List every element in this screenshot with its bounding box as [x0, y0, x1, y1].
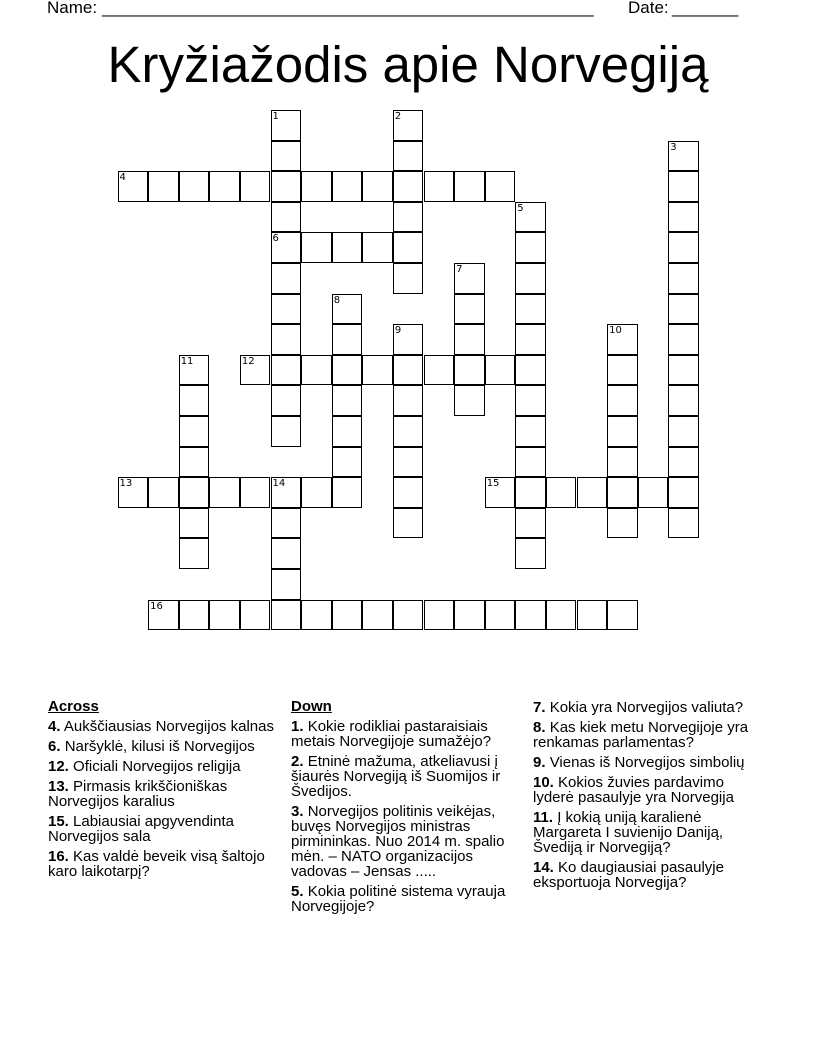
grid-cell[interactable] [607, 416, 638, 447]
grid-cell[interactable] [668, 385, 699, 416]
clue-num: 5. [291, 883, 304, 900]
clue-num: 9. [533, 754, 546, 771]
grid-cell[interactable] [271, 508, 302, 539]
clue-item [533, 775, 768, 805]
grid-cell[interactable] [332, 171, 363, 202]
grid-cell[interactable] [271, 294, 302, 325]
grid-cell[interactable] [515, 508, 546, 539]
grid-cell[interactable] [332, 232, 363, 263]
grid-cell[interactable] [607, 355, 638, 386]
grid-cell[interactable] [668, 508, 699, 539]
grid-cell[interactable] [271, 171, 302, 202]
grid-cell[interactable] [607, 508, 638, 539]
grid-cell[interactable] [148, 477, 179, 508]
grid-cell[interactable] [668, 416, 699, 447]
name-label: Name: [47, 0, 98, 17]
clue-text: Aukščiausias Norvegijos kalnas [63, 718, 274, 735]
grid-cell[interactable] [638, 477, 669, 508]
down-heading: Down [291, 698, 332, 715]
grid-cell[interactable] [577, 477, 608, 508]
grid-cell[interactable] [515, 324, 546, 355]
grid-cell[interactable] [485, 355, 516, 386]
puzzle-title: Kryžiažodis apie Norvegiją [107, 36, 709, 93]
clue-num: 3. [291, 803, 304, 820]
grid-cell[interactable] [424, 600, 455, 631]
grid-cell[interactable] [515, 385, 546, 416]
clue-item [291, 884, 527, 914]
grid-cell[interactable] [362, 232, 393, 263]
grid-cell[interactable] [209, 171, 240, 202]
grid-cell[interactable] [546, 477, 577, 508]
grid-cell[interactable] [668, 324, 699, 355]
grid-cell[interactable] [454, 294, 485, 325]
name-blank: ____________________________________________________ [102, 0, 594, 17]
clue-item [291, 754, 527, 799]
clue-text: Ko daugiausiai pasaulyje eksportuoja Norvegija? [533, 859, 724, 891]
clue-item [48, 759, 278, 774]
grid-cell[interactable] [179, 477, 210, 508]
grid-cell[interactable] [485, 600, 516, 631]
grid-cell[interactable] [454, 324, 485, 355]
clue-num: 14. [533, 859, 554, 876]
clue-num: 15. [48, 813, 69, 830]
grid-cell[interactable] [607, 447, 638, 478]
clue-text: Etninė mažuma, atkeliavusi į šiaurės Norvegiją iš Suomijos ir Švedijos. [291, 753, 501, 800]
grid-cell[interactable] [118, 171, 149, 202]
grid-cell[interactable] [240, 477, 271, 508]
clue-number: 10 [609, 325, 622, 337]
clue-item [291, 719, 527, 749]
grid-cell[interactable] [668, 171, 699, 202]
grid-cell[interactable] [118, 477, 149, 508]
clue-number: 9 [394, 325, 402, 337]
grid-cell[interactable] [179, 508, 210, 539]
grid-cell[interactable] [271, 263, 302, 294]
grid-cell[interactable] [332, 477, 363, 508]
clue-item [533, 810, 768, 855]
grid-cell[interactable] [454, 263, 485, 294]
grid-cell[interactable] [271, 324, 302, 355]
grid-cell[interactable] [179, 171, 210, 202]
grid-cell[interactable] [271, 110, 302, 141]
clue-text: Oficiali Norvegijos religija [73, 758, 241, 775]
grid-cell[interactable] [454, 600, 485, 631]
clue-num: 6. [48, 738, 61, 755]
grid-cell[interactable] [179, 538, 210, 569]
grid-cell[interactable] [424, 355, 455, 386]
grid-cell[interactable] [515, 477, 546, 508]
grid-cell[interactable] [607, 477, 638, 508]
clue-num: 4. [48, 718, 61, 735]
clue-number: 16 [150, 600, 163, 612]
grid-cell[interactable] [515, 447, 546, 478]
clue-item [48, 739, 278, 754]
grid-cell[interactable] [240, 600, 271, 631]
grid-cell[interactable] [362, 355, 393, 386]
grid-cell[interactable] [393, 477, 424, 508]
grid-cell[interactable] [668, 232, 699, 263]
grid-cell[interactable] [393, 110, 424, 141]
clue-item [533, 860, 768, 890]
grid-cell[interactable] [546, 600, 577, 631]
clue-num: 11. [533, 809, 554, 826]
grid-cell[interactable] [271, 141, 302, 172]
grid-cell[interactable] [668, 355, 699, 386]
clue-item [48, 814, 278, 844]
grid-cell[interactable] [301, 171, 332, 202]
grid-cell[interactable] [454, 171, 485, 202]
grid-cell[interactable] [668, 141, 699, 172]
grid-cell[interactable] [393, 263, 424, 294]
grid-cell[interactable] [393, 141, 424, 172]
grid-cell[interactable] [332, 600, 363, 631]
clue-number: 8 [333, 294, 341, 306]
grid-cell[interactable] [607, 600, 638, 631]
grid-cell[interactable] [332, 416, 363, 447]
grid-cell[interactable] [271, 355, 302, 386]
grid-cell[interactable] [301, 355, 332, 386]
grid-cell[interactable] [148, 600, 179, 631]
across-clues [48, 699, 278, 884]
clue-item [533, 720, 768, 750]
clue-num: 12. [48, 758, 69, 775]
grid-cell[interactable] [515, 294, 546, 325]
clue-number: 15 [486, 478, 500, 490]
grid-cell[interactable] [271, 232, 302, 263]
grid-cell[interactable] [515, 355, 546, 386]
clue-number: 5 [517, 202, 524, 214]
grid-cell[interactable] [393, 508, 424, 539]
grid-cell[interactable] [301, 600, 332, 631]
grid-cell[interactable] [362, 600, 393, 631]
grid-cell[interactable] [485, 171, 516, 202]
clue-text: Norvegijos politinis veikėjas, buvęs Norvegijos ministras pirmininkas. Nuo 2014 m. spalio mėn. – NATO organizacijos vadovas – Jensas ..... [291, 803, 505, 880]
clue-item [291, 804, 527, 879]
grid-cell[interactable] [148, 171, 179, 202]
grid-cell[interactable] [577, 600, 608, 631]
clue-text: Kokia yra Norvegijos valiuta? [549, 699, 744, 716]
clue-text: Pirmasis krikščioniškas Norvegijos karalius [48, 778, 228, 810]
grid-cell[interactable] [179, 416, 210, 447]
clue-item [533, 700, 768, 715]
date-blank: _______ [672, 0, 739, 17]
clue-number: 7 [456, 264, 463, 275]
grid-cell[interactable] [668, 294, 699, 325]
grid-cell[interactable] [454, 385, 485, 416]
grid-cell[interactable] [393, 202, 424, 233]
grid-cell[interactable] [393, 600, 424, 631]
grid-cell[interactable] [393, 171, 424, 202]
clue-number: 1 [272, 111, 279, 122]
grid-cell[interactable] [332, 355, 363, 386]
clue-text: Vienas iš Norvegijos simbolių [549, 754, 745, 771]
grid-cell[interactable] [393, 232, 424, 263]
grid-cell[interactable] [271, 569, 302, 600]
grid-cell[interactable] [393, 447, 424, 478]
grid-cell[interactable] [271, 600, 302, 631]
clue-text: Kokios žuvies pardavimo lyderė pasaulyje yra Norvegija [533, 774, 734, 806]
clue-number: 14 [272, 478, 286, 490]
clue-text: Naršyklė, kilusi iš Norvegijos [64, 738, 255, 755]
grid-cell[interactable] [607, 385, 638, 416]
grid-cell[interactable] [271, 416, 302, 447]
clue-number: 13 [119, 478, 133, 490]
grid-cell[interactable] [271, 477, 302, 508]
grid-cell[interactable] [301, 232, 332, 263]
grid-cell[interactable] [515, 416, 546, 447]
grid-cell[interactable] [668, 263, 699, 294]
grid-cell[interactable] [332, 385, 363, 416]
grid-cell[interactable] [607, 324, 638, 355]
clue-number: 11 [180, 355, 194, 367]
grid-cell[interactable] [179, 447, 210, 478]
grid-cell[interactable] [454, 355, 485, 386]
clue-item [48, 779, 278, 809]
grid-cell[interactable] [515, 202, 546, 233]
clue-item [48, 849, 278, 879]
grid-cell[interactable] [362, 171, 393, 202]
clue-number: 3 [670, 141, 677, 153]
date-label: Date: [628, 0, 669, 17]
grid-cell[interactable] [240, 171, 271, 202]
grid-cell[interactable] [271, 202, 302, 233]
clue-num: 2. [291, 753, 304, 770]
grid-cell[interactable] [393, 324, 424, 355]
grid-cell[interactable] [515, 538, 546, 569]
grid-cell[interactable] [668, 202, 699, 233]
down-clues-continued [533, 700, 768, 895]
grid-cell[interactable] [393, 355, 424, 386]
grid-cell[interactable] [393, 416, 424, 447]
grid-cell[interactable] [393, 385, 424, 416]
grid-cell[interactable] [515, 263, 546, 294]
clue-text: Kas valdė beveik visą šaltojo karo laikotarpį? [48, 848, 265, 880]
clue-item [533, 755, 768, 770]
clue-num: 10. [533, 774, 554, 791]
clue-number: 4 [119, 172, 126, 184]
grid-cell[interactable] [209, 600, 240, 631]
grid-cell[interactable] [240, 355, 271, 386]
across-heading: Across [48, 698, 99, 715]
clue-number: 6 [272, 233, 279, 245]
grid-cell[interactable] [209, 477, 240, 508]
down-clues [291, 699, 527, 919]
clue-num: 13. [48, 778, 69, 795]
clue-text: Kas kiek metu Norvegijoje yra renkamas parlamentas? [533, 719, 749, 751]
grid-cell[interactable] [179, 600, 210, 631]
clue-num: 1. [291, 718, 304, 735]
clue-num: 8. [533, 719, 546, 736]
clue-text: Labiausiai apgyvendinta Norvegijos sala [48, 813, 234, 845]
grid-cell[interactable] [332, 294, 363, 325]
clue-text: Į kokią uniją karalienė Margareta I suvienijo Daniją, Švediją ir Norvegiją? [533, 809, 724, 856]
grid-cell[interactable] [271, 385, 302, 416]
grid-cell[interactable] [668, 447, 699, 478]
grid-cell[interactable] [515, 600, 546, 631]
grid-cell[interactable] [179, 385, 210, 416]
clue-item [48, 719, 278, 734]
clue-text: Kokie rodikliai pastaraisiais metais Norvegijoje sumažėjo? [291, 718, 492, 750]
grid-cell[interactable] [515, 232, 546, 263]
grid-cell[interactable] [301, 477, 332, 508]
grid-cell[interactable] [485, 477, 516, 508]
clue-text: Kokia politinė sistema vyrauja Norvegijoje? [291, 883, 506, 915]
clue-num: 16. [48, 848, 69, 865]
clue-num: 7. [533, 699, 546, 716]
grid-cell[interactable] [424, 171, 455, 202]
grid-cell[interactable] [332, 324, 363, 355]
grid-cell[interactable] [332, 447, 363, 478]
grid-cell[interactable] [668, 477, 699, 508]
grid-cell[interactable] [179, 355, 210, 386]
clue-number: 2 [394, 111, 402, 122]
grid-cell[interactable] [271, 538, 302, 569]
clue-number: 12 [241, 355, 255, 367]
